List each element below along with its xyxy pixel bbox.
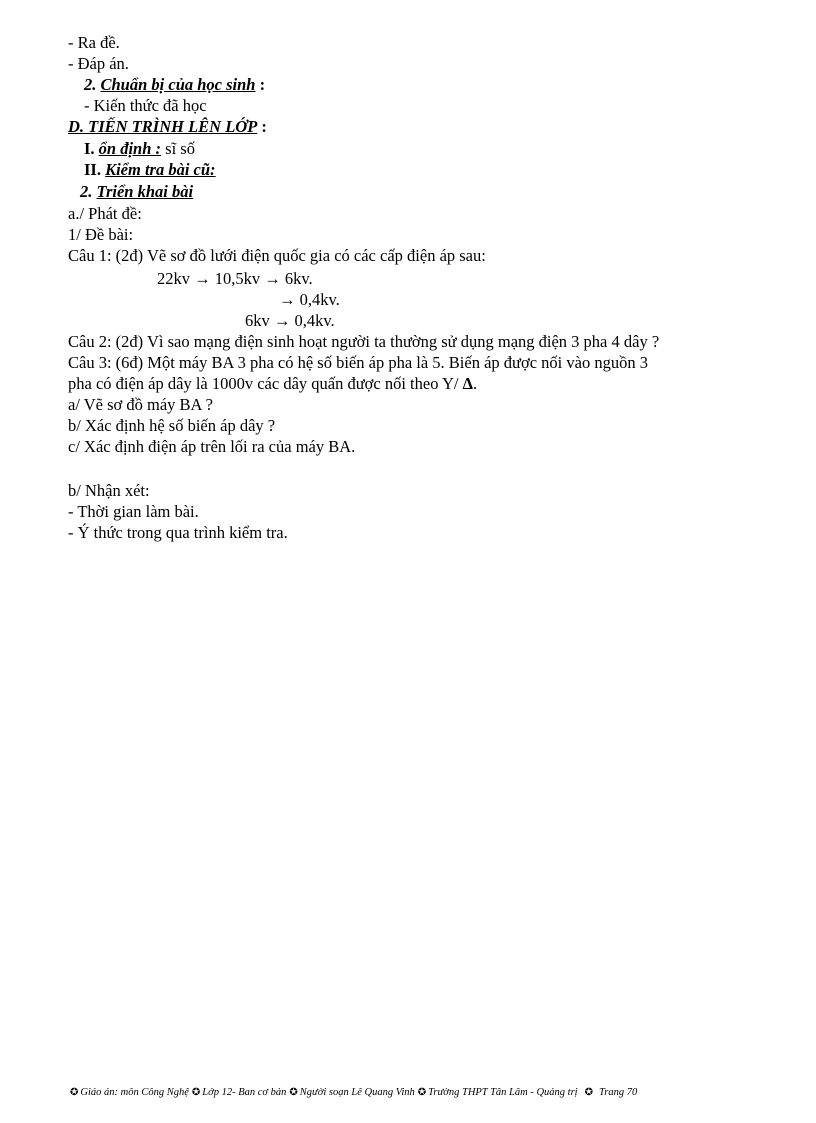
question-2: Câu 2: (2đ) Vì sao mạng điện sinh hoạt người ta thường sử dụng mạng điện 3 pha 4 dây ? <box>68 332 660 351</box>
heading-colon: : <box>257 117 267 136</box>
heading-text: Triển khai bài <box>96 182 194 201</box>
question-3-text: pha có điện áp dây là 1000v các dây quấn được nối theo Y/ <box>68 374 463 393</box>
heading-text: Chuẩn bị của học sinh <box>100 75 256 94</box>
question-1: Câu 1: (2đ) Vẽ sơ đồ lưới điện quốc gia có các cấp điện áp sau: <box>68 246 486 265</box>
heading-rest: sĩ số <box>161 139 195 158</box>
heading-kiem-tra-bai-cu <box>84 159 216 180</box>
heading-number: II. <box>84 160 106 179</box>
heading-number: I. <box>84 139 99 158</box>
sub-question-a: a/ Vẽ sơ đồ máy BA ? <box>68 395 213 414</box>
voltage-chain-2: → 0,4kv. <box>279 290 340 309</box>
question-3-end: . <box>472 374 478 393</box>
heading-text: Kiểm tra bài cũ: <box>105 160 216 179</box>
footer-item: Trường THPT Tân Lâm - Quảng trị <box>428 1087 578 1098</box>
heading-chuan-bi-hoc-sinh <box>84 74 265 95</box>
clover-icon: ✪ <box>289 1087 298 1098</box>
heading-colon: : <box>255 75 266 94</box>
heading-on-dinh <box>84 138 195 159</box>
heading-text: D. TIẾN TRÌNH LÊN LỚP <box>68 117 258 136</box>
text-de-bai: 1/ Đề bài: <box>68 225 134 244</box>
heading-number: 2. <box>84 75 101 94</box>
footer-item: Lớp 12- Ban cơ bản <box>202 1087 287 1098</box>
text-ra-de: - Ra đề. <box>68 33 120 52</box>
heading-number: 2. <box>80 182 97 201</box>
clover-icon: ✪ <box>70 1087 79 1098</box>
footer-page-number: Trang 70 <box>599 1087 638 1098</box>
heading-text: ổn định : <box>98 139 162 158</box>
footer-item: Người soạn Lê Quang Vinh <box>299 1087 415 1098</box>
clover-icon: ✪ <box>191 1087 201 1098</box>
heading-tien-trinh <box>68 116 267 137</box>
text-thoi-gian: - Thời gian làm bài. <box>68 502 199 521</box>
text-y-thuc: - Ý thức trong qua trình kiểm tra. <box>68 523 288 542</box>
heading-trien-khai-bai <box>80 181 193 202</box>
voltage-chain-3: 6kv → 0,4kv. <box>245 311 335 330</box>
page-footer <box>70 1087 640 1098</box>
text-nhan-xet: b/ Nhận xét: <box>68 481 150 500</box>
question-3-line-2 <box>68 373 477 394</box>
sub-question-c: c/ Xác định điện áp trên lối ra của máy BA. <box>68 437 356 456</box>
clover-icon: ✪ <box>417 1087 427 1098</box>
text-phat-de: a./ Phát đề: <box>68 204 142 223</box>
clover-icon: ✪ <box>584 1087 593 1098</box>
footer-item: Giáo án: môn Công Nghệ <box>80 1087 189 1098</box>
text-kien-thuc: - Kiến thức đã học <box>84 96 207 115</box>
delta-symbol: Δ <box>462 374 473 393</box>
voltage-chain-1: 22kv → 10,5kv → 6kv. <box>157 269 313 288</box>
sub-question-b: b/ Xác định hệ số biến áp dây ? <box>68 416 276 435</box>
question-3-line-1: Câu 3: (6đ) Một máy BA 3 pha có hệ số biến áp pha là 5. Biến áp được nối vào nguồn 3 <box>68 353 648 372</box>
text-dap-an: - Đáp án. <box>68 54 129 73</box>
